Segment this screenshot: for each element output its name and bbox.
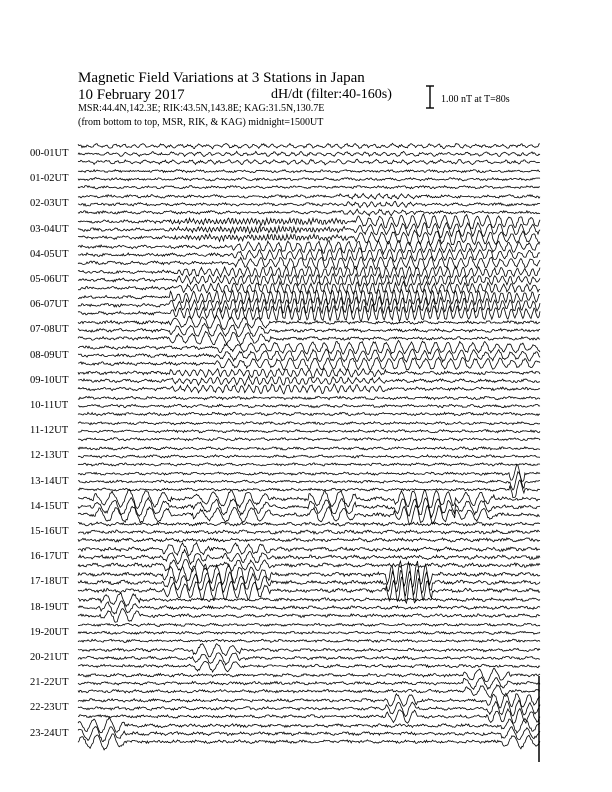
chart-title: Magnetic Field Variations at 3 Stations in Japan xyxy=(78,70,365,86)
hour-label: 23-24UT xyxy=(30,727,69,739)
trace-msr-15-16ut xyxy=(78,538,540,542)
hour-label: 20-21UT xyxy=(30,652,69,663)
trace-kag-07-08ut xyxy=(78,315,540,329)
hour-label: 01-02UT xyxy=(30,173,69,185)
hour-label: 16-17UT xyxy=(30,551,69,563)
hour-label: 11-12UT xyxy=(30,425,69,437)
trace-kag-01-02ut xyxy=(78,170,540,173)
station-coordinates: MSR:44.4N,142.3E; RIK:43.5N,143.8E; KAG:31.5N,130.7E xyxy=(78,103,325,114)
trace-rik-18-19ut xyxy=(78,601,540,614)
trace-kag-13-14ut xyxy=(78,464,540,481)
trace-msr-01-02ut xyxy=(78,186,540,189)
trace-kag-09-10ut xyxy=(78,368,540,378)
trace-rik-02-03ut xyxy=(78,201,540,207)
trace-rik-23-24ut xyxy=(78,727,540,742)
hour-label: 22-23UT xyxy=(30,702,69,714)
hour-label: 03-04UT xyxy=(30,223,69,235)
hour-label: 15-16UT xyxy=(30,526,69,537)
scale-bar-label: 1.00 nT at T=80s xyxy=(441,94,510,105)
hour-label: 18-19UT xyxy=(30,601,69,613)
hour-label: 17-18UT xyxy=(30,576,69,588)
hour-label: 05-06UT xyxy=(30,274,69,285)
trace-msr-14-15ut xyxy=(78,505,540,524)
trace-msr-10-11ut xyxy=(78,412,540,415)
trace-msr-06-07ut xyxy=(78,305,540,322)
trace-rik-20-21ut xyxy=(78,653,540,665)
trace-msr-00-01ut xyxy=(78,159,540,165)
hour-label: 00-01UT xyxy=(30,148,69,159)
trace-rik-22-23ut xyxy=(78,700,540,716)
trace-msr-22-23ut xyxy=(78,709,540,724)
trace-rik-01-02ut xyxy=(78,178,540,181)
trace-kag-22-23ut xyxy=(78,693,540,708)
hour-label: 12-13UT xyxy=(30,450,69,462)
trace-msr-18-19ut xyxy=(78,609,540,623)
trace-rik-15-16ut xyxy=(78,530,540,534)
trace-kag-15-16ut xyxy=(78,522,540,526)
hour-label: 02-03UT xyxy=(30,198,69,210)
hour-label: 07-08UT xyxy=(30,324,69,336)
station-order-note: (from bottom to top, MSR, RIK, & KAG) midnight=1500UT xyxy=(78,117,324,128)
hour-label: 09-10UT xyxy=(30,374,69,386)
chart-quantity: dH/dt (filter:40-160s) xyxy=(271,87,392,102)
trace-rik-09-10ut xyxy=(78,376,540,386)
hour-label: 14-15UT xyxy=(30,500,69,512)
chart-date: 10 February 2017 xyxy=(78,87,185,103)
trace-kag-23-24ut xyxy=(78,718,540,734)
trace-msr-09-10ut xyxy=(78,384,540,394)
trace-msr-16-17ut xyxy=(78,559,540,572)
trace-msr-02-03ut xyxy=(78,209,540,216)
trace-kag-03-04ut xyxy=(78,214,540,229)
trace-kag-12-13ut xyxy=(78,447,540,450)
trace-kag-16-17ut xyxy=(78,543,540,556)
trace-rik-12-13ut xyxy=(78,455,540,458)
trace-rik-11-12ut xyxy=(78,430,540,433)
hour-label: 10-11UT xyxy=(30,400,69,411)
trace-msr-03-04ut xyxy=(78,230,540,245)
trace-rik-05-06ut xyxy=(78,274,540,287)
hour-label: 04-05UT xyxy=(30,248,69,260)
trace-msr-19-20ut xyxy=(78,639,540,642)
trace-rik-16-17ut xyxy=(78,549,540,564)
hour-label: 08-09UT xyxy=(30,349,69,361)
trace-rik-10-11ut xyxy=(78,404,540,407)
trace-msr-11-12ut xyxy=(78,438,540,441)
trace-rik-04-05ut xyxy=(78,248,540,262)
hour-label: 19-20UT xyxy=(30,626,69,638)
trace-kag-18-19ut xyxy=(78,593,540,606)
trace-kag-00-01ut xyxy=(78,143,540,149)
scale-bar xyxy=(426,86,434,108)
hour-label: 13-14UT xyxy=(30,475,69,487)
trace-kag-19-20ut xyxy=(78,623,540,626)
trace-rik-08-09ut xyxy=(78,349,540,362)
trace-msr-23-24ut xyxy=(78,734,540,750)
trace-rik-06-07ut xyxy=(78,297,540,314)
hour-label: 21-22UT xyxy=(30,677,69,689)
trace-rik-07-08ut xyxy=(78,323,540,336)
trace-kag-20-21ut xyxy=(78,644,540,657)
trace-kag-08-09ut xyxy=(78,340,540,354)
trace-kag-21-22ut xyxy=(78,668,540,681)
trace-msr-07-08ut xyxy=(78,331,540,345)
trace-kag-11-12ut xyxy=(78,422,540,425)
trace-kag-10-11ut xyxy=(78,396,540,399)
hour-label: 06-07UT xyxy=(30,299,69,311)
trace-msr-20-21ut xyxy=(78,660,540,672)
trace-rik-00-01ut xyxy=(78,151,540,156)
trace-kag-02-03ut xyxy=(78,194,540,200)
trace-msr-12-13ut xyxy=(78,463,540,466)
trace-rik-19-20ut xyxy=(78,631,540,634)
